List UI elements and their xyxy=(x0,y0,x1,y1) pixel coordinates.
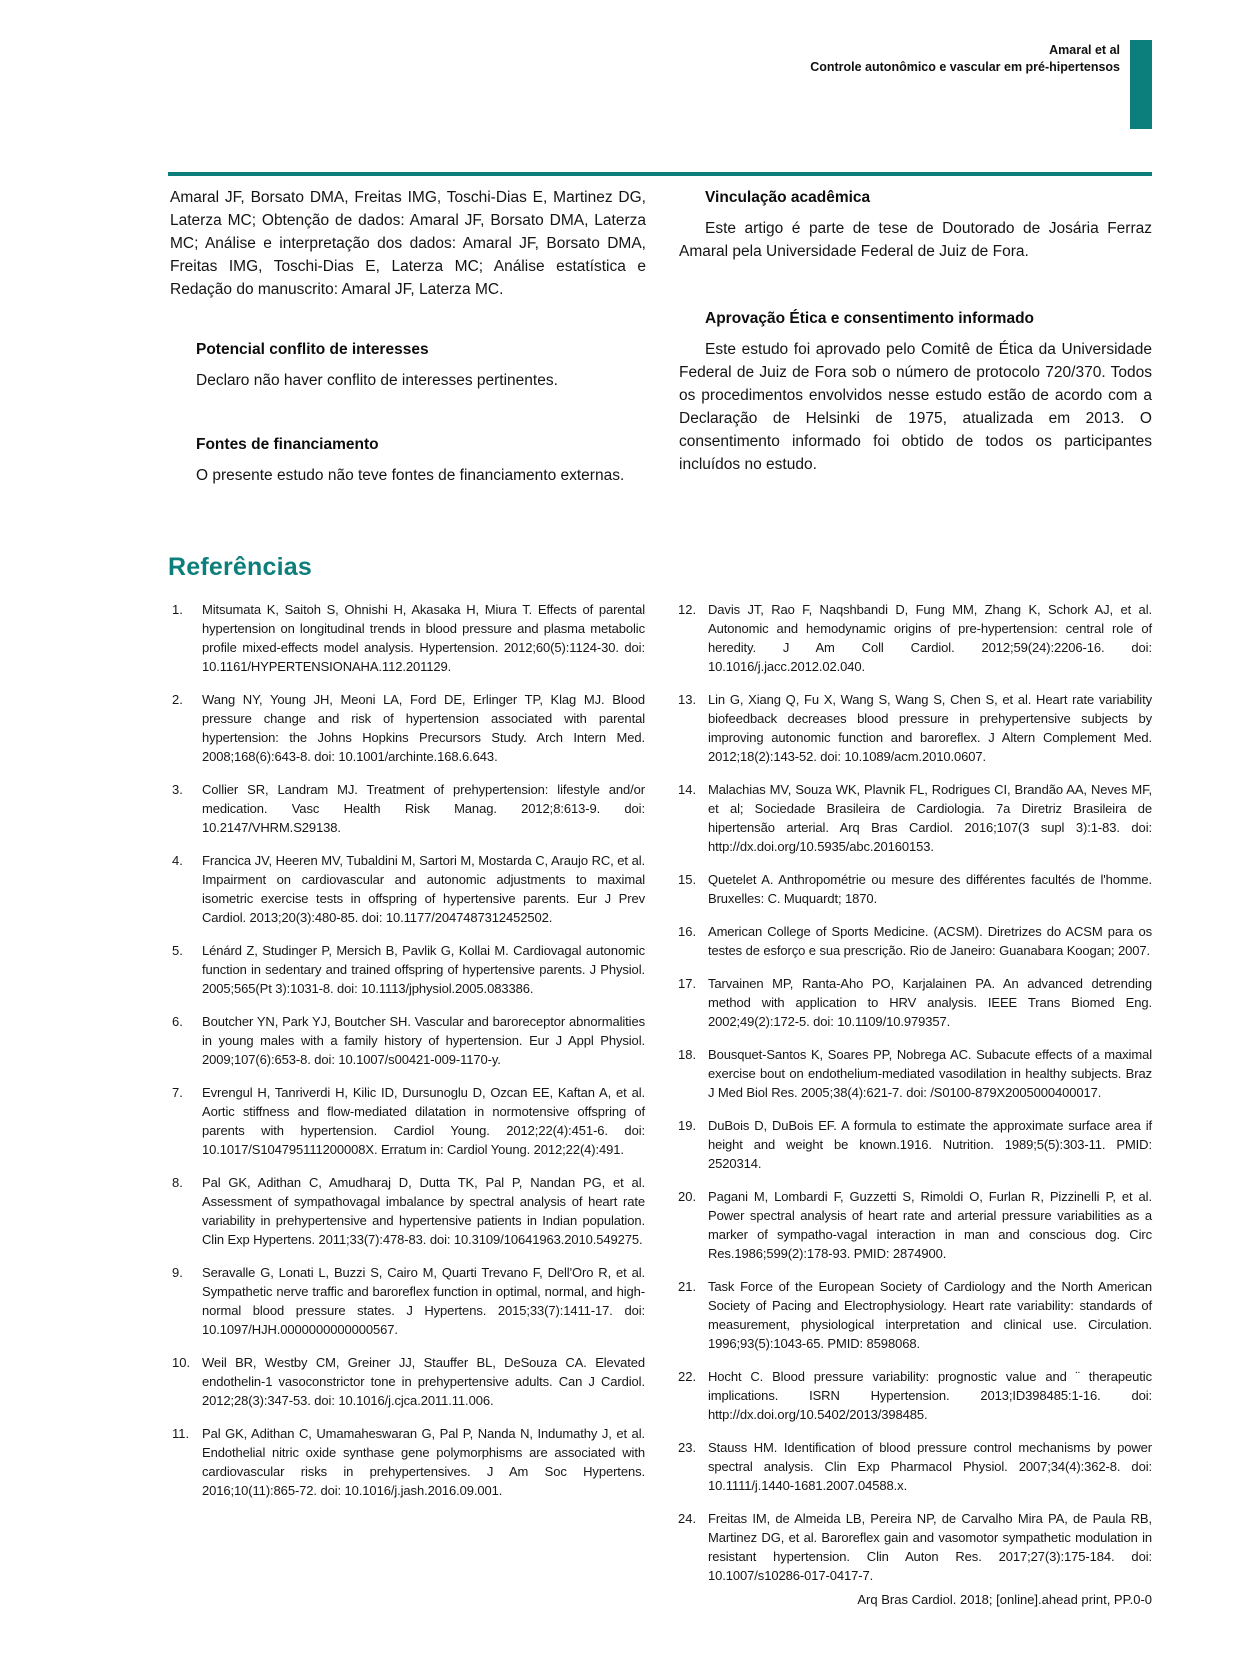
reference-item xyxy=(678,1277,1152,1353)
reference-number: 23. xyxy=(678,1440,697,1455)
reference-item xyxy=(678,870,1152,908)
reference-number: 21. xyxy=(678,1279,697,1294)
academic-association-heading: Vinculação acadêmica xyxy=(705,189,871,206)
author-contributions-text: Amaral JF, Borsato DMA, Freitas IMG, Toschi-Dias E, Martinez DG, Laterza MC; Obtenção de dados: Amaral JF, Borsato DMA, Laterza MC; Análise e interpretação dos dados: Amaral JF, Borsato DMA, Freitas IMG, Toschi-Dias E, Laterza MC; Análise estatística e Redação do manuscrito: Amaral JF, Laterza MC. xyxy=(170,189,646,298)
reference-text: Weil BR, Westby CM, Greiner JJ, Stauffer BL, DeSouza CA. Elevated endothelin-1 vasoconstrictor tone in prehypertensive adults. Can J Cardiol. 2012;28(3):347-53. doi: 10.1016/j.cjca.2011.11.006. xyxy=(202,1355,645,1408)
reference-number: 22. xyxy=(678,1369,697,1384)
reference-text: Freitas IM, de Almeida LB, Pereira NP, de Carvalho Mira PA, de Paula RB, Martinez DG, et al. Baroreflex gain and vasomotor sympathetic modulation in resistant hypertension. Clin Auton Res. 2017;27(3):175-184. doi: 10.1007/s10286-017-0417-7. xyxy=(708,1511,1152,1583)
reference-text: Davis JT, Rao F, Naqshbandi D, Fung MM, Zhang K, Schork AJ, et al. Autonomic and hemodynamic origins of pre-hypertension: central role of heredity. J Am Coll Cardiol. 2012;59(24):2206-16. doi: 10.1016/j.jacc.2012.02.040. xyxy=(708,602,1152,674)
reference-item xyxy=(678,974,1152,1031)
reference-number: 12. xyxy=(678,602,697,617)
reference-text: Lénárd Z, Studinger P, Mersich B, Pavlik G, Kollai M. Cardiovagal autonomic function in sedentary and trained offspring of hypertensive parents. J Physiol. 2005;565(Pt 3):1031-8. doi: 10.1113/jphysiol.2005.083386. xyxy=(202,943,645,996)
reference-item xyxy=(172,1353,645,1410)
reference-text: Pal GK, Adithan C, Umamaheswaran G, Pal P, Nanda N, Indumathy J, et al. Endothelial nitric oxide synthase gene polymorphisms are associated with cardiovascular risks in prehypertensives. J Am Soc Hypertens. 2016;10(11):865-72. doi: 10.1016/j.jash.2016.09.001. xyxy=(202,1426,645,1498)
reference-item xyxy=(172,851,645,927)
reference-item xyxy=(172,941,645,998)
reference-item xyxy=(678,1045,1152,1102)
reference-item xyxy=(678,1116,1152,1173)
reference-text: Stauss HM. Identification of blood pressure control mechanisms by power spectral analysis. Clin Exp Pharmacol Physiol. 2007;34(4):362-8. doi: 10.1111/j.1440-1681.2007.04588.x. xyxy=(708,1440,1152,1493)
reference-text: Collier SR, Landram MJ. Treatment of prehypertension: lifestyle and/or medication. Vasc Health Risk Manag. 2012;8:613-9. doi: 10.2147/VHRM.S29138. xyxy=(202,782,645,835)
reference-item xyxy=(678,780,1152,856)
reference-text: Wang NY, Young JH, Meoni LA, Ford DE, Erlinger TP, Klag MJ. Blood pressure change and risk of hypertension associated with parental hypertension: the Johns Hopkins Precursors Study. Arch Intern Med. 2008;168(6):643-8. doi: 10.1001/archinte.168.6.643. xyxy=(202,692,645,764)
reference-number: 3. xyxy=(172,782,183,797)
academic-association-text: Este artigo é parte de tese de Doutorado de Josária Ferraz Amaral pela Universidade Federal de Juiz de Fora. xyxy=(679,220,1152,260)
reference-number: 13. xyxy=(678,692,697,707)
reference-text: Quetelet A. Anthropométrie ou mesure des différentes facultés de l'homme. Bruxelles: C. Muquardt; 1870. xyxy=(708,872,1152,906)
reference-text: Boutcher YN, Park YJ, Boutcher SH. Vascular and baroreceptor abnormalities in young males with a family history of hypertension. Eur J Appl Physiol. 2009;107(6):653-8. doi: 10.1007/s00421-009-1170-y. xyxy=(202,1014,645,1067)
reference-number: 19. xyxy=(678,1118,697,1133)
reference-number: 9. xyxy=(172,1265,183,1280)
conflict-of-interest-heading: Potencial conflito de interesses xyxy=(196,341,429,358)
reference-item xyxy=(172,1173,645,1249)
funding-sources-heading: Fontes de financiamento xyxy=(196,436,379,453)
running-head xyxy=(810,42,1120,76)
references-title: Referências xyxy=(168,553,312,581)
reference-number: 15. xyxy=(678,872,697,887)
reference-number: 2. xyxy=(172,692,183,707)
reference-number: 11. xyxy=(172,1426,190,1441)
reference-number: 20. xyxy=(678,1189,697,1204)
reference-text: Seravalle G, Lonati L, Buzzi S, Cairo M, Quarti Trevano F, Dell'Oro R, et al. Sympathetic nerve traffic and baroreflex function in optimal, normal, and high-normal blood pressure states. J Hypertens. 2015;33(7):1411-17. doi: 10.1097/HJH.0000000000000567. xyxy=(202,1265,645,1337)
funding-sources-text: O presente estudo não teve fontes de financiamento externas. xyxy=(196,467,625,484)
reference-item xyxy=(172,600,645,676)
header-rule xyxy=(168,172,1152,176)
reference-number: 24. xyxy=(678,1511,697,1526)
reference-item xyxy=(678,1438,1152,1495)
reference-item xyxy=(172,690,645,766)
reference-item xyxy=(172,780,645,837)
reference-text: Malachias MV, Souza WK, Plavnik FL, Rodrigues CI, Brandão AA, Neves MF, et al; Sociedade Brasileira de Cardiologia. 7a Diretriz Brasileira de hipertensão arterial. Arq Bras Cardiol. 2016;107(3 supl 3):1-83. doi: http://dx.doi.org/10.5935/abc.20160153. xyxy=(708,782,1152,854)
running-head-title: Controle autonômico e vascular em pré-hipertensos xyxy=(810,60,1120,74)
journal-citation-footer: Arq Bras Cardiol. 2018; [online].ahead print, PP.0-0 xyxy=(857,1592,1152,1607)
reference-item xyxy=(678,1367,1152,1424)
reference-number: 6. xyxy=(172,1014,183,1029)
reference-text: Francica JV, Heeren MV, Tubaldini M, Sartori M, Mostarda C, Araujo RC, et al. Impairment on cardiovascular and autonomic adjustments to maximal isometric exercise tests in offspring of hypertensive parents. Eur J Prev Cardiol. 2013;20(3):480-85. doi: 10.1177/2047487312452502. xyxy=(202,853,645,925)
reference-number: 16. xyxy=(678,924,697,939)
top-left-column xyxy=(170,186,646,487)
reference-text: Pagani M, Lombardi F, Guzzetti S, Rimoldi O, Furlan R, Pizzinelli P, et al. Power spectral analysis of heart rate and arterial pressure variabilities as a marker of sympatho-vagal interaction in man and conscious dog. Circ Res.1986;599(2):178-93. PMID: 2874900. xyxy=(708,1189,1152,1261)
running-head-authors: Amaral et al xyxy=(1049,43,1120,57)
ethics-approval-text: Este estudo foi aprovado pelo Comitê de Ética da Universidade Federal de Juiz de Fora sob o número de protocolo 720/370. Todos os procedimentos envolvidos nesse estudo estão de acordo com a Declaração de Helsinki de 1975, atualizada em 2013. O consentimento informado foi obtido de todos os participantes incluídos no estudo. xyxy=(679,341,1152,473)
reference-item xyxy=(172,1263,645,1339)
reference-text: Mitsumata K, Saitoh S, Ohnishi H, Akasaka H, Miura T. Effects of parental hypertension on longitudinal trends in blood pressure and plasma metabolic profile mixed-effects model analysis. Hypertension. 2012;60(5):1124-30. doi: 10.1161/HYPERTENSIONAHA.112.201129. xyxy=(202,602,645,674)
header-accent-bar xyxy=(1130,40,1152,129)
reference-item xyxy=(678,690,1152,766)
conflict-of-interest-text: Declaro não haver conflito de interesses pertinentes. xyxy=(196,372,558,389)
reference-item xyxy=(678,922,1152,960)
reference-text: DuBois D, DuBois EF. A formula to estimate the approximate surface area if height and weight be known.1916. Nutrition. 1989;5(5):303-11. PMID: 2520314. xyxy=(708,1118,1152,1171)
reference-text: Evrengul H, Tanriverdi H, Kilic ID, Dursunoglu D, Ozcan EE, Kaftan A, et al. Aortic stiffness and flow-mediated dilatation in normotensive offspring of parents with hypertension. Cardiol Young. 2012;22(4):451-6. doi: 10.1017/S104795111200008X. Erratum in: Cardiol Young. 2012;22(4):491. xyxy=(202,1085,645,1157)
reference-number: 7. xyxy=(172,1085,183,1100)
references-column-left xyxy=(172,600,645,1514)
reference-text: Tarvainen MP, Ranta-Aho PO, Karjalainen PA. An advanced detrending method with application to HRV analysis. IEEE Trans Biomed Eng. 2002;49(2):172-5. doi: 10.1109/10.979357. xyxy=(708,976,1152,1029)
reference-item xyxy=(678,1187,1152,1263)
reference-number: 14. xyxy=(678,782,697,797)
reference-text: American College of Sports Medicine. (ACSM). Diretrizes do ACSM para os testes de esforço e sua prescrição. Rio de Janeiro: Guanabara Koogan; 2007. xyxy=(708,924,1152,958)
reference-number: 4. xyxy=(172,853,183,868)
reference-number: 10. xyxy=(172,1355,191,1370)
reference-item xyxy=(172,1424,645,1500)
top-right-column xyxy=(679,186,1152,476)
reference-number: 8. xyxy=(172,1175,183,1190)
references-column-right xyxy=(678,600,1152,1599)
reference-number: 18. xyxy=(678,1047,697,1062)
reference-item xyxy=(678,600,1152,676)
reference-number: 1. xyxy=(172,602,183,617)
reference-text: Hocht C. Blood pressure variability: prognostic value and ¨ therapeutic implications. ISRN Hypertension. 2013;ID398485:1-16. doi: http://dx.doi.org/10.5402/2013/398485. xyxy=(708,1369,1152,1422)
reference-text: Lin G, Xiang Q, Fu X, Wang S, Wang S, Chen S, et al. Heart rate variability biofeedback decreases blood pressure in prehypertensive subjects by improving autonomic function and baroreflex. J Altern Complement Med. 2012;18(2):143-52. doi: 10.1089/acm.2010.0607. xyxy=(708,692,1152,764)
reference-text: Bousquet-Santos K, Soares PP, Nobrega AC. Subacute effects of a maximal exercise bout on endothelium-mediated vasodilation in healthy subjects. Braz J Med Biol Res. 2005;38(4):621-7. doi: /S0100-879X2005000400017. xyxy=(708,1047,1152,1100)
reference-item xyxy=(172,1012,645,1069)
reference-text: Task Force of the European Society of Cardiology and the North American Society of Pacing and Electrophysiology. Heart rate variability: standards of measurement, physiological interpretation and clinical use. Circulation. 1996;93(5):1043-65. PMID: 8598068. xyxy=(708,1279,1152,1351)
reference-item xyxy=(172,1083,645,1159)
reference-number: 5. xyxy=(172,943,183,958)
reference-item xyxy=(678,1509,1152,1585)
ethics-approval-heading: Aprovação Ética e consentimento informado xyxy=(705,310,1035,327)
reference-text: Pal GK, Adithan C, Amudharaj D, Dutta TK, Pal P, Nandan PG, et al. Assessment of sympathovagal imbalance by spectral analysis of heart rate variability in prehypertensive and hypertensive patients in Indian population. Clin Exp Hypertens. 2011;33(7):478-83. doi: 10.3109/10641963.2010.549275. xyxy=(202,1175,645,1247)
reference-number: 17. xyxy=(678,976,697,991)
